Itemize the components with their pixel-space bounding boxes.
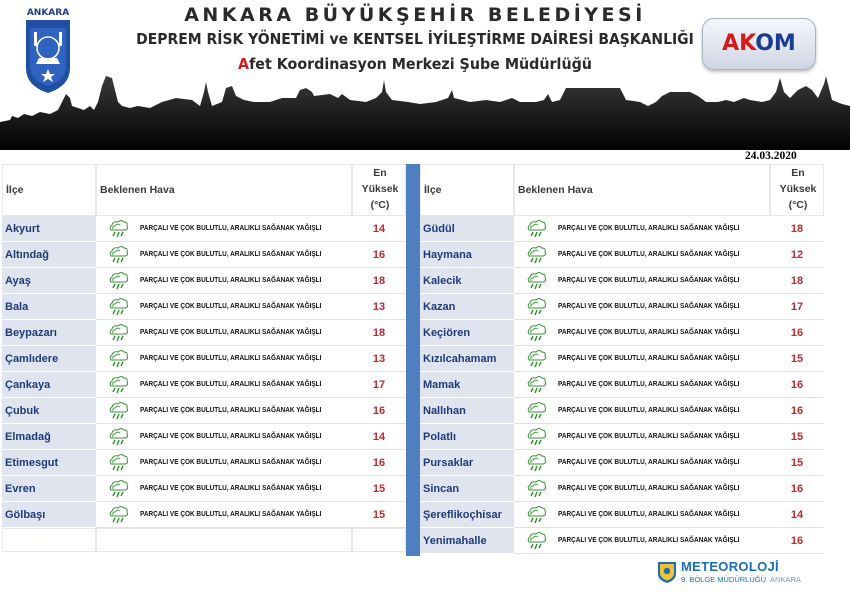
weather-cell: [96, 476, 352, 502]
partly-cloudy-rain-icon: [524, 530, 548, 552]
max-temp-cell: [770, 268, 824, 294]
empty-cell: [352, 528, 406, 552]
weather-cell: [514, 268, 770, 294]
partly-cloudy-rain-icon: [106, 374, 130, 396]
district-name: Pursaklar: [423, 457, 474, 469]
max-temp-value: 15: [372, 509, 386, 521]
weather-cell: [514, 398, 770, 424]
weather-condition: PARÇALI VE ÇOK BULUTLU, ARALIKLI SAĞANAK YAĞIŞLI: [558, 485, 740, 492]
district-name: Elmadağ: [5, 431, 51, 443]
partly-cloudy-rain-icon: [524, 218, 548, 240]
weather-cell: [514, 502, 770, 528]
partly-cloudy-rain-icon: [524, 374, 548, 396]
table-row: [420, 294, 824, 320]
partly-cloudy-rain-icon: [106, 504, 130, 526]
max-temp-cell: [770, 372, 824, 398]
partly-cloudy-rain-icon: [106, 452, 130, 474]
empty-table-row: [2, 528, 406, 552]
table-row: [2, 476, 406, 502]
table-row: [420, 450, 824, 476]
partly-cloudy-rain-icon: [524, 270, 548, 292]
weather-condition: PARÇALI VE ÇOK BULUTLU, ARALIKLI SAĞANAK YAĞIŞLI: [558, 303, 740, 310]
page-header: [0, 0, 850, 150]
max-temp-cell: [352, 450, 406, 476]
partly-cloudy-rain-icon: [524, 296, 548, 318]
logo-text: ANKARA: [26, 8, 70, 18]
weather-cell: [96, 294, 352, 320]
header-district-label: İlçe: [424, 184, 442, 196]
header-line-1: ANKARA BÜYÜKŞEHİR BELEDİYESİ: [184, 4, 646, 26]
weather-condition: PARÇALI VE ÇOK BULUTLU, ARALIKLI SAĞANAK YAĞIŞLI: [558, 511, 740, 518]
district-name: Kızılcahamam: [423, 353, 497, 365]
max-temp-value: 16: [790, 327, 804, 339]
partly-cloudy-rain-icon: [524, 400, 548, 422]
district-cell: [2, 450, 96, 476]
weather-condition: PARÇALI VE ÇOK BULUTLU, ARALIKLI SAĞANAK YAĞIŞLI: [558, 433, 740, 440]
weather-condition: PARÇALI VE ÇOK BULUTLU, ARALIKLI SAĞANAK YAĞIŞLI: [140, 225, 322, 232]
max-temp-value: 18: [790, 275, 804, 287]
ankara-skyline-silhouette: [0, 72, 850, 150]
partly-cloudy-rain-icon: [106, 478, 130, 500]
weather-cell: [514, 320, 770, 346]
partly-cloudy-rain-icon: [106, 348, 130, 370]
header-line-3: [33, 55, 797, 73]
table-row: [420, 528, 824, 554]
max-temp-value: 15: [790, 457, 804, 469]
weather-condition: PARÇALI VE ÇOK BULUTLU, ARALIKLI SAĞANAK YAĞIŞLI: [140, 407, 322, 414]
district-cell: [420, 268, 514, 294]
partly-cloudy-rain-icon: [106, 400, 130, 422]
table-row: [420, 476, 824, 502]
district-name: Ayaş: [5, 275, 31, 287]
district-cell: [2, 294, 96, 320]
table-row: [2, 320, 406, 346]
meteorology-emblem-icon: [657, 560, 677, 584]
table-row: [2, 242, 406, 268]
district-cell: [2, 476, 96, 502]
max-temp-value: 18: [372, 327, 386, 339]
header-max-line-3: (°C): [788, 199, 808, 211]
weather-condition: PARÇALI VE ÇOK BULUTLU, ARALIKLI SAĞANAK YAĞIŞLI: [140, 511, 322, 518]
header-line-3-rest: fet Koordinasyon Merkezi Şube Müdürlüğü: [249, 55, 592, 73]
district-cell: [420, 242, 514, 268]
district-cell: [2, 372, 96, 398]
partly-cloudy-rain-icon: [106, 296, 130, 318]
district-cell: [420, 320, 514, 346]
table-row: [2, 346, 406, 372]
max-temp-value: 16: [790, 483, 804, 495]
district-cell: [420, 476, 514, 502]
weather-condition: PARÇALI VE ÇOK BULUTLU, ARALIKLI SAĞANAK YAĞIŞLI: [558, 251, 740, 258]
max-temp-value: 14: [372, 431, 386, 443]
table-row: [2, 268, 406, 294]
weather-cell: [514, 450, 770, 476]
table-row: [420, 424, 824, 450]
table-row: [420, 372, 824, 398]
max-temp-cell: [352, 502, 406, 528]
header-cell-weather: [96, 164, 352, 216]
district-name: Çankaya: [5, 379, 51, 391]
partly-cloudy-rain-icon: [106, 244, 130, 266]
table-row: [2, 502, 406, 528]
max-temp-value: 17: [372, 379, 386, 391]
partly-cloudy-rain-icon: [106, 218, 130, 240]
weather-cell: [96, 372, 352, 398]
table-row: [420, 242, 824, 268]
district-name: Çamlıdere: [5, 353, 59, 365]
max-temp-cell: [770, 216, 824, 242]
weather-cell: [96, 346, 352, 372]
table-row: [2, 450, 406, 476]
max-temp-cell: [352, 398, 406, 424]
district-name: Bala: [5, 301, 29, 313]
table-row: [420, 346, 824, 372]
table-row: [2, 294, 406, 320]
weather-condition: PARÇALI VE ÇOK BULUTLU, ARALIKLI SAĞANAK YAĞIŞLI: [558, 225, 740, 232]
column-divider: [406, 164, 420, 556]
district-name: Yenimahalle: [423, 535, 487, 547]
table-row: [420, 398, 824, 424]
weather-condition: PARÇALI VE ÇOK BULUTLU, ARALIKLI SAĞANAK YAĞIŞLI: [140, 329, 322, 336]
district-name: Haymana: [423, 249, 472, 261]
district-name: Etimesgut: [5, 457, 59, 469]
partly-cloudy-rain-icon: [524, 426, 548, 448]
header-max-temp-label: [353, 165, 407, 213]
district-name: Mamak: [423, 379, 461, 391]
partly-cloudy-rain-icon: [106, 270, 130, 292]
table-row: [2, 372, 406, 398]
district-name: Kalecik: [423, 275, 462, 287]
empty-cell: [2, 528, 96, 552]
partly-cloudy-rain-icon: [524, 478, 548, 500]
table-row: [2, 216, 406, 242]
max-temp-cell: [770, 242, 824, 268]
partly-cloudy-rain-icon: [524, 322, 548, 344]
report-date: 24.03.2020: [745, 150, 797, 162]
table-row: [2, 398, 406, 424]
district-cell: [420, 372, 514, 398]
district-cell: [420, 346, 514, 372]
header-line-2: DEPREM RİSK YÖNETİMİ ve KENTSEL İYİLEŞTİRME DAİRESİ BAŞKANLIĞI: [136, 30, 694, 48]
header-cell-district: [2, 164, 96, 216]
max-temp-cell: [770, 320, 824, 346]
weather-condition: PARÇALI VE ÇOK BULUTLU, ARALIKLI SAĞANAK YAĞIŞLI: [140, 355, 322, 362]
max-temp-cell: [770, 476, 824, 502]
max-temp-value: 12: [790, 249, 804, 261]
max-temp-value: 16: [372, 249, 386, 261]
district-name: Çubuk: [5, 405, 40, 417]
akom-logo-button[interactable]: [702, 18, 816, 70]
district-name: Akyurt: [5, 223, 40, 235]
max-temp-cell: [770, 502, 824, 528]
max-temp-cell: [352, 242, 406, 268]
max-temp-value: 16: [372, 457, 386, 469]
max-temp-value: 17: [790, 301, 804, 313]
district-name: Beypazarı: [5, 327, 57, 339]
district-cell: [420, 424, 514, 450]
weather-condition: PARÇALI VE ÇOK BULUTLU, ARALIKLI SAĞANAK YAĞIŞLI: [140, 485, 322, 492]
max-temp-value: 15: [790, 353, 804, 365]
header-district-label: İlçe: [6, 184, 24, 196]
weather-cell: [514, 346, 770, 372]
max-temp-value: 16: [372, 405, 386, 417]
max-temp-value: 15: [372, 483, 386, 495]
weather-condition: PARÇALI VE ÇOK BULUTLU, ARALIKLI SAĞANAK YAĞIŞLI: [558, 355, 740, 362]
district-cell: [2, 502, 96, 528]
weather-cell: [514, 216, 770, 242]
header-cell-max-temp: [770, 164, 824, 216]
max-temp-cell: [770, 424, 824, 450]
meteorology-subtitle: [681, 575, 801, 584]
district-cell: [2, 320, 96, 346]
header-cell-weather: [514, 164, 770, 216]
partly-cloudy-rain-icon: [524, 452, 548, 474]
header-max-line-1: En: [373, 167, 387, 179]
district-cell: [2, 216, 96, 242]
district-cell: [2, 242, 96, 268]
district-name: Keçiören: [423, 327, 471, 339]
weather-cell: [96, 320, 352, 346]
header-max-line-2: Yüksek: [361, 183, 399, 195]
header-line-3-initial: A: [238, 55, 250, 73]
partly-cloudy-rain-icon: [524, 244, 548, 266]
district-name: Gölbaşı: [5, 509, 46, 521]
weather-condition: PARÇALI VE ÇOK BULUTLU, ARALIKLI SAĞANAK YAĞIŞLI: [140, 251, 322, 258]
weather-cell: [96, 242, 352, 268]
max-temp-value: 13: [372, 353, 386, 365]
max-temp-value: 13: [372, 301, 386, 313]
weather-condition: PARÇALI VE ÇOK BULUTLU, ARALIKLI SAĞANAK YAĞIŞLI: [140, 303, 322, 310]
max-temp-cell: [352, 476, 406, 502]
max-temp-cell: [352, 294, 406, 320]
meteorology-title: METEOROLOJİ: [681, 559, 779, 574]
district-cell: [2, 346, 96, 372]
weather-condition: PARÇALI VE ÇOK BULUTLU, ARALIKLI SAĞANAK YAĞIŞLI: [558, 459, 740, 466]
header-max-line-3: (°C): [370, 199, 390, 211]
max-temp-cell: [770, 294, 824, 320]
district-cell: [2, 424, 96, 450]
header-weather-label: Beklenen Hava: [518, 184, 593, 196]
district-cell: [420, 502, 514, 528]
empty-cell: [96, 528, 352, 552]
weather-cell: [96, 268, 352, 294]
max-temp-value: 14: [372, 223, 386, 235]
meteorology-city: ANKARA: [770, 575, 801, 584]
table-row: [420, 320, 824, 346]
max-temp-cell: [770, 398, 824, 424]
weather-condition: PARÇALI VE ÇOK BULUTLU, ARALIKLI SAĞANAK YAĞIŞLI: [558, 407, 740, 414]
header-cell-max-temp: [352, 164, 406, 216]
table-row: [420, 216, 824, 242]
table-row: [2, 424, 406, 450]
header-max-line-2: Yüksek: [779, 183, 817, 195]
weather-cell: [514, 372, 770, 398]
weather-condition: PARÇALI VE ÇOK BULUTLU, ARALIKLI SAĞANAK YAĞIŞLI: [140, 433, 322, 440]
max-temp-cell: [352, 372, 406, 398]
district-name: Şereflikoçhisar: [423, 509, 502, 521]
weather-condition: PARÇALI VE ÇOK BULUTLU, ARALIKLI SAĞANAK YAĞIŞLI: [558, 329, 740, 336]
district-name: Polatlı: [423, 431, 457, 443]
header-max-line-1: En: [791, 167, 805, 179]
partly-cloudy-rain-icon: [524, 348, 548, 370]
weather-condition: PARÇALI VE ÇOK BULUTLU, ARALIKLI SAĞANAK YAĞIŞLI: [140, 459, 322, 466]
max-temp-value: 18: [372, 275, 386, 287]
max-temp-cell: [770, 450, 824, 476]
akom-logo-part-1: AK: [722, 31, 756, 56]
partly-cloudy-rain-icon: [524, 504, 548, 526]
header-weather-label: Beklenen Hava: [100, 184, 175, 196]
table-row: [420, 502, 824, 528]
header-cell-district: [420, 164, 514, 216]
district-cell: [420, 294, 514, 320]
max-temp-value: 16: [790, 405, 804, 417]
district-cell: [420, 528, 514, 554]
district-name: Sincan: [423, 483, 460, 495]
district-cell: [2, 268, 96, 294]
district-cell: [420, 216, 514, 242]
district-cell: [420, 398, 514, 424]
district-cell: [420, 450, 514, 476]
district-name: Nallıhan: [423, 405, 466, 417]
district-name: Altındağ: [5, 249, 49, 261]
weather-cell: [514, 476, 770, 502]
max-temp-cell: [352, 346, 406, 372]
meteorology-region: 9. BÖLGE MÜDÜRLÜĞÜ: [681, 575, 767, 584]
district-name: Evren: [5, 483, 36, 495]
weather-condition: PARÇALI VE ÇOK BULUTLU, ARALIKLI SAĞANAK YAĞIŞLI: [140, 381, 322, 388]
weather-condition: PARÇALI VE ÇOK BULUTLU, ARALIKLI SAĞANAK YAĞIŞLI: [558, 277, 740, 284]
max-temp-value: 16: [790, 379, 804, 391]
weather-condition: PARÇALI VE ÇOK BULUTLU, ARALIKLI SAĞANAK YAĞIŞLI: [558, 537, 740, 544]
weather-cell: [514, 424, 770, 450]
max-temp-value: 16: [790, 535, 804, 547]
weather-cell: [514, 242, 770, 268]
max-temp-value: 18: [790, 223, 804, 235]
partly-cloudy-rain-icon: [106, 426, 130, 448]
max-temp-value: 15: [790, 431, 804, 443]
weather-cell: [96, 450, 352, 476]
weather-cell: [96, 502, 352, 528]
max-temp-cell: [770, 528, 824, 554]
district-name: Güdül: [423, 223, 455, 235]
weather-condition: PARÇALI VE ÇOK BULUTLU, ARALIKLI SAĞANAK YAĞIŞLI: [558, 381, 740, 388]
meteorology-logo: [657, 558, 817, 588]
table-row: [420, 268, 824, 294]
weather-cell: [514, 528, 770, 554]
weather-condition: PARÇALI VE ÇOK BULUTLU, ARALIKLI SAĞANAK YAĞIŞLI: [140, 277, 322, 284]
weather-cell: [514, 294, 770, 320]
akom-logo-part-2: OM: [755, 31, 796, 56]
district-cell: [2, 398, 96, 424]
max-temp-cell: [352, 424, 406, 450]
partly-cloudy-rain-icon: [106, 322, 130, 344]
max-temp-value: 14: [790, 509, 804, 521]
max-temp-cell: [352, 268, 406, 294]
weather-cell: [96, 424, 352, 450]
max-temp-cell: [352, 216, 406, 242]
weather-cell: [96, 398, 352, 424]
weather-cell: [96, 216, 352, 242]
max-temp-cell: [770, 346, 824, 372]
max-temp-cell: [352, 320, 406, 346]
header-max-temp-label: [771, 165, 825, 213]
district-name: Kazan: [423, 301, 456, 313]
